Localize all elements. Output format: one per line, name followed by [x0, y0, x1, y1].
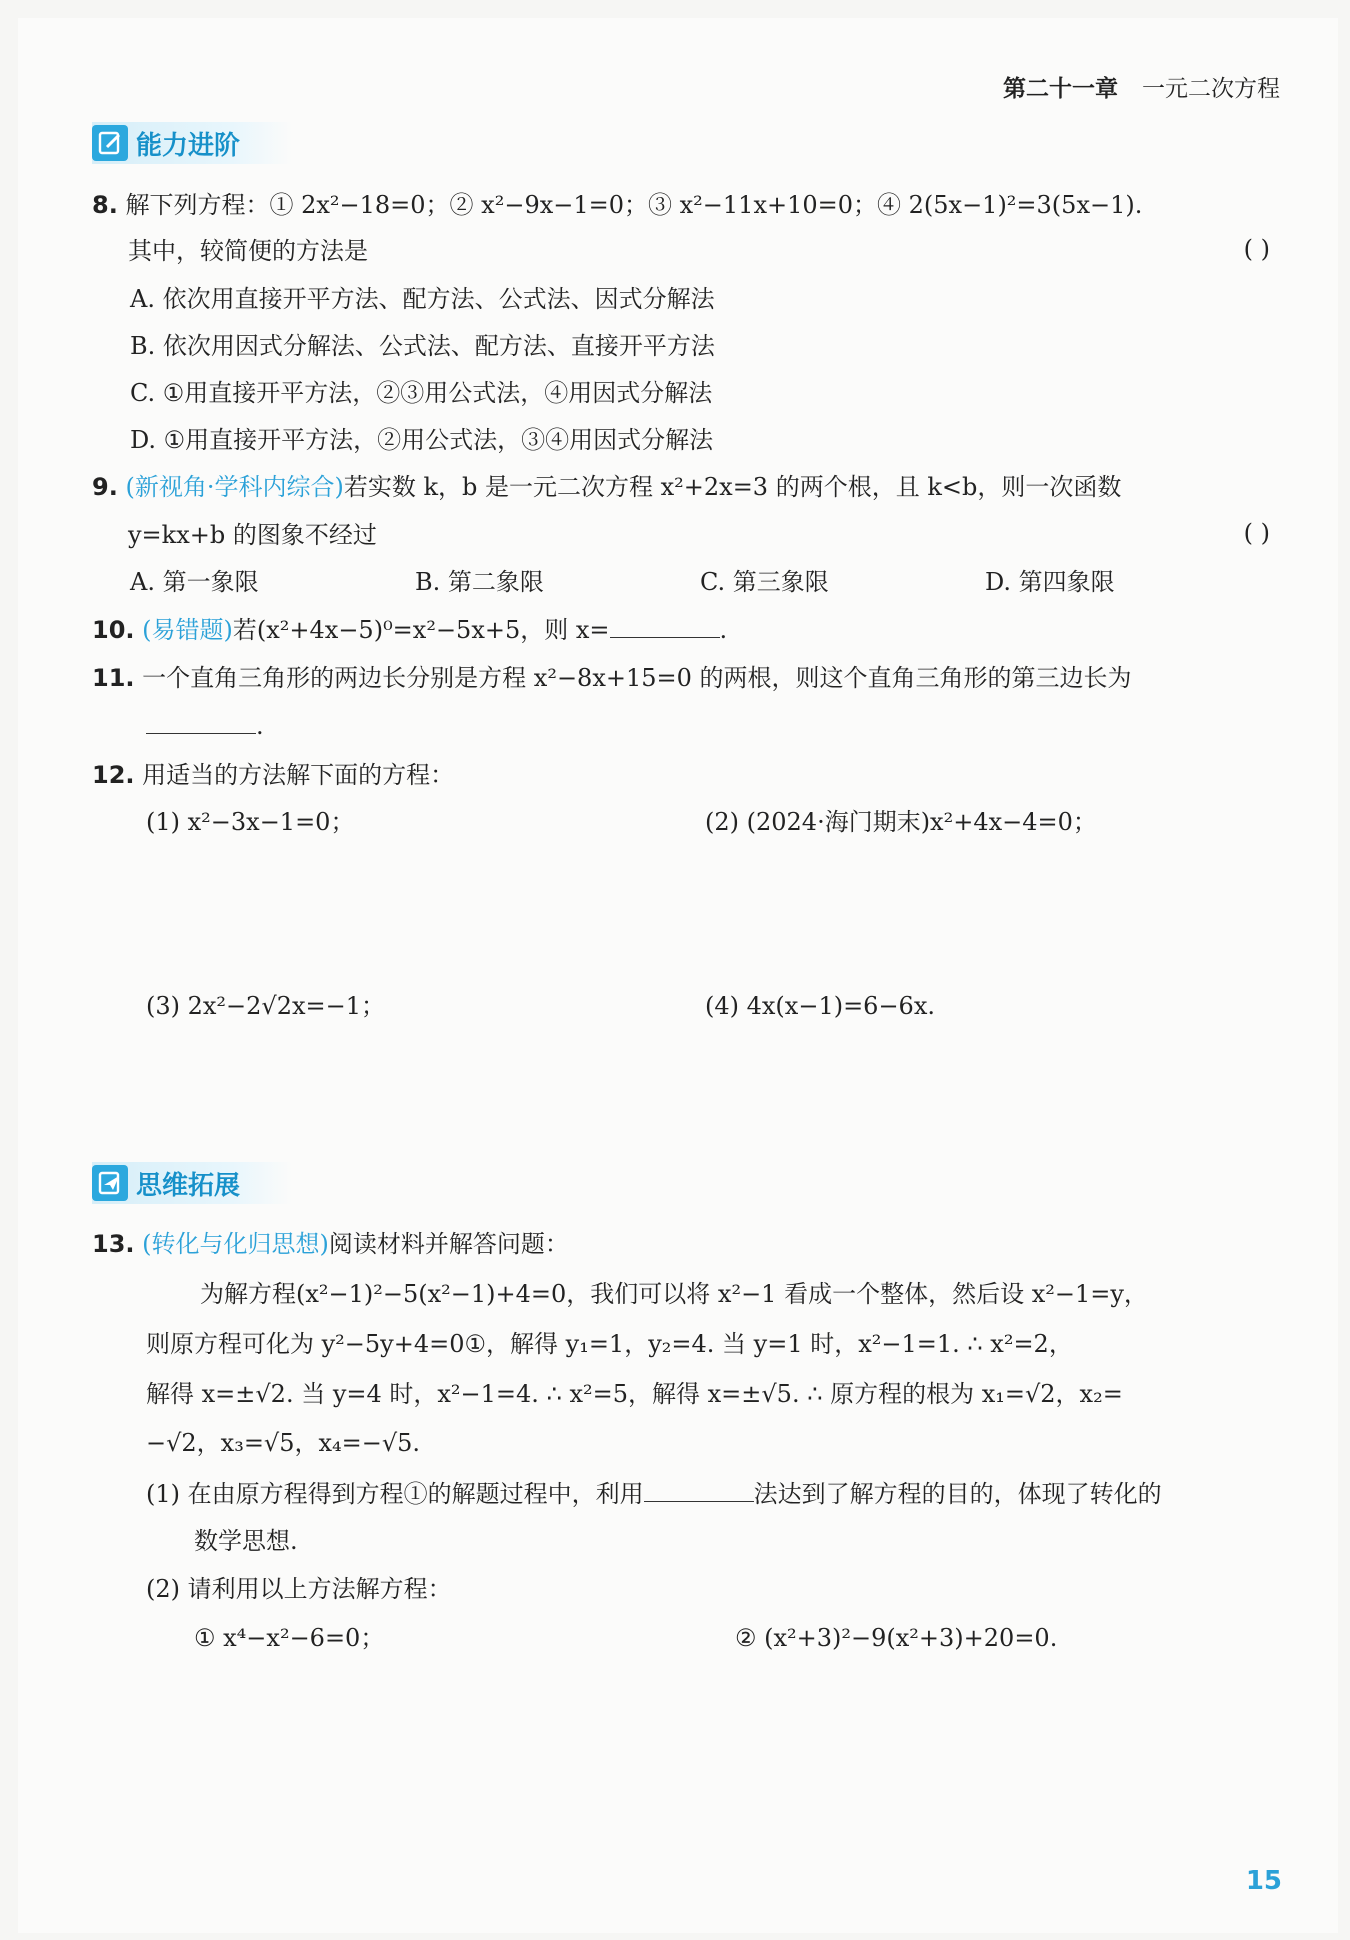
q10-answer-blank[interactable]: [610, 615, 720, 638]
q8-stem: [92, 189, 1142, 221]
section-label: 能力进阶: [136, 130, 241, 161]
q13-tag: (转化与化归思想): [142, 1230, 329, 1258]
page-number: 15: [1245, 1866, 1282, 1896]
q13-part-2-b: ② (x²+3)²−9(x²+3)+20=0.: [735, 1624, 1058, 1652]
q11-number: 11.: [92, 664, 135, 692]
q8-answer-paren: ( ): [1243, 235, 1270, 263]
q13-stem: [92, 1228, 569, 1260]
q13-text: 阅读材料并解答问题：: [328, 1230, 569, 1258]
section-title-advance: [92, 122, 292, 164]
q13-part-1-cont: 数学思想.: [194, 1527, 298, 1555]
q13-material-line-3: 解得 x=±√2. 当 y=4 时，x²−1=4. ∴ x²=5，解得 x=±√5. ∴ 原方程的根为 x₁=√2，x₂=: [146, 1380, 1123, 1408]
q9-option-a: A. 第一象限: [130, 568, 259, 596]
q13-part-1-text-end: 法达到了解方程的目的，体现了转化的: [753, 1480, 1162, 1508]
q13-material-line-4: −√2，x₃=√5，x₄=−√5.: [146, 1429, 421, 1457]
q13-part-2: (2) 请利用以上方法解方程：: [146, 1575, 452, 1603]
q12-part-4: (4) 4x(x−1)=6−6x.: [705, 992, 935, 1020]
q9-answer-paren: ( ): [1243, 519, 1270, 547]
q8-option-b: B. 依次用因式分解法、公式法、配方法、直接开平方法: [130, 332, 715, 360]
q11-stem: [92, 662, 1132, 694]
q13-number: 13.: [92, 1230, 135, 1258]
q9-option-b: B. 第二象限: [415, 568, 544, 596]
paper-plane-icon: [92, 1165, 128, 1201]
chapter-title: 一元二次方程: [1142, 76, 1280, 102]
q8-option-d: D. ①用直接开平方法，②用公式法，③④用因式分解法: [130, 426, 714, 454]
q11-end: .: [256, 712, 264, 740]
section-label: 思维拓展: [136, 1170, 241, 1201]
q9-tag: (新视角·学科内综合): [125, 473, 344, 501]
q10-end: .: [719, 616, 728, 644]
q12-number: 12.: [92, 761, 135, 789]
pencil-icon: [92, 125, 128, 161]
q12-text: 用适当的方法解下面的方程：: [142, 761, 455, 789]
q8-option-a: A. 依次用直接开平方法、配方法、公式法、因式分解法: [130, 285, 715, 313]
q13-material-line-2: 则原方程可化为 y²−5y+4=0①，解得 y₁=1，y₂=4. 当 y=1 时，x²−1=1. ∴ x²=2，: [146, 1330, 1073, 1358]
q8-option-c: C. ①用直接开平方法，②③用公式法，④用因式分解法: [130, 379, 713, 407]
q10-stem: [92, 614, 727, 646]
section-title-expand: [92, 1162, 292, 1204]
q11-answer-blank[interactable]: [146, 711, 256, 734]
q12-part-1: (1) x²−3x−1=0；: [146, 808, 355, 836]
q9-text: 若实数 k，b 是一元二次方程 x²+2x=3 的两个根，且 k<b，则一次函数: [343, 473, 1122, 501]
q10-tag: (易错题): [142, 616, 233, 644]
q8-number: 8.: [92, 191, 118, 219]
q12-stem: [92, 759, 454, 791]
q9-option-c: C. 第三象限: [700, 568, 829, 596]
q9-number: 9.: [92, 473, 118, 501]
q8-text: 解下列方程：① 2x²−18=0；② x²−9x−1=0；③ x²−11x+10=0；④ 2(5x−1)²=3(5x−1).: [125, 191, 1143, 219]
q10-number: 10.: [92, 616, 135, 644]
q9-stem: [92, 471, 1121, 503]
q12-part-3: (3) 2x²−2√2x=−1；: [146, 992, 386, 1020]
q11-text: 一个直角三角形的两边长分别是方程 x²−8x+15=0 的两根，则这个直角三角形的第三边长为: [142, 664, 1132, 692]
q10-text: 若(x²+4x−5)⁰=x²−5x+5，则 x=: [232, 616, 610, 644]
q13-part-1: [146, 1478, 1162, 1510]
q13-answer-blank[interactable]: [644, 1479, 754, 1502]
q11-answer-line: [146, 710, 264, 742]
q13-part-2-a: ① x⁴−x²−6=0；: [194, 1624, 385, 1652]
q13-material-line-1: 为解方程(x²−1)²−5(x²−1)+4=0，我们可以将 x²−1 看成一个整体，然后设 x²−1=y，: [200, 1280, 1148, 1308]
chapter-number: 第二十一章: [1003, 76, 1118, 102]
q9-stem2: y=kx+b 的图象不经过: [128, 521, 377, 549]
page-header: [1003, 70, 1280, 103]
q13-part-1-text: (1) 在由原方程得到方程①的解题过程中，利用: [146, 1480, 644, 1508]
q9-option-d: D. 第四象限: [985, 568, 1115, 596]
q8-stem2: 其中，较简便的方法是: [128, 237, 368, 265]
q12-part-2: (2) (2024·海门期末)x²+4x−4=0；: [705, 808, 1097, 836]
